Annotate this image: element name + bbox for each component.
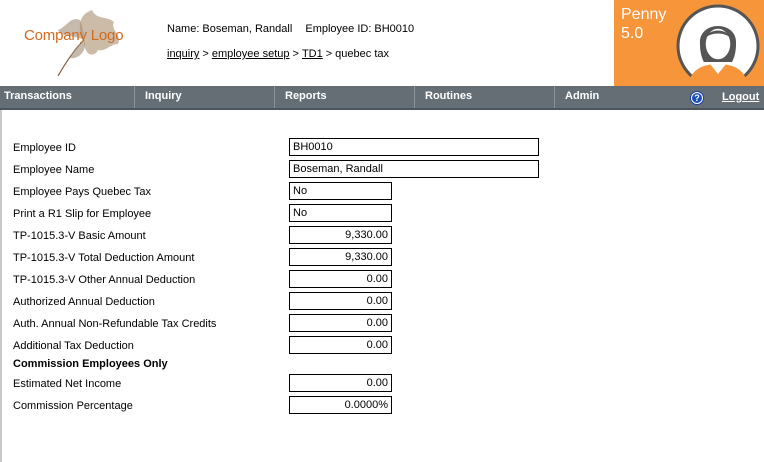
field-label: Print a R1 Slip for Employee bbox=[13, 208, 152, 220]
nav-routines[interactable]: Routines bbox=[414, 86, 554, 108]
employee-id: BH0010 bbox=[374, 23, 415, 35]
breadcrumb-separator: > bbox=[202, 48, 209, 60]
product-title bbox=[621, 5, 666, 43]
header bbox=[0, 0, 764, 86]
commission-section-title: Commission Employees Only bbox=[13, 358, 168, 370]
employee-id-field: BH0010 bbox=[289, 138, 539, 156]
non-refundable-tax-credits-field: 0.00 bbox=[289, 314, 392, 332]
avatar-icon bbox=[672, 0, 764, 86]
field-label: Commission Percentage bbox=[13, 400, 133, 412]
field-label: Estimated Net Income bbox=[13, 378, 122, 390]
field-label: Auth. Annual Non-Refundable Tax Credits bbox=[13, 318, 217, 330]
breadcrumb-separator: > bbox=[292, 48, 299, 60]
pays-quebec-tax-field: No bbox=[289, 182, 392, 200]
commission-percentage-field: 0.0000% bbox=[289, 396, 392, 414]
field-label: Employee Name bbox=[13, 164, 95, 176]
left-border bbox=[0, 110, 2, 462]
product-version: 5.0 bbox=[621, 25, 644, 42]
main-nav bbox=[0, 86, 764, 110]
field-label: Authorized Annual Deduction bbox=[13, 296, 155, 308]
authorized-annual-deduction-field: 0.00 bbox=[289, 292, 392, 310]
field-label: Employee ID bbox=[13, 142, 76, 154]
employee-name: Boseman, Randall bbox=[202, 23, 293, 35]
nav-admin[interactable]: Admin bbox=[554, 86, 684, 108]
other-annual-deduction-field: 0.00 bbox=[289, 270, 392, 288]
field-label: TP-1015.3-V Total Deduction Amount bbox=[13, 252, 195, 264]
basic-amount-field: 9,330.00 bbox=[289, 226, 392, 244]
breadcrumb-td1-link[interactable]: TD1 bbox=[301, 48, 323, 60]
employee-name-label: Name: bbox=[167, 23, 200, 35]
help-icon-glyph: ? bbox=[692, 93, 702, 103]
field-label: Additional Tax Deduction bbox=[13, 340, 134, 352]
total-deduction-amount-field: 9,330.00 bbox=[289, 248, 392, 266]
print-r1-slip-field: No bbox=[289, 204, 392, 222]
field-label: Employee Pays Quebec Tax bbox=[13, 186, 151, 198]
help-icon[interactable] bbox=[690, 91, 704, 105]
product-badge bbox=[614, 0, 764, 86]
employee-info bbox=[167, 23, 424, 35]
company-logo-text: Company Logo bbox=[24, 27, 124, 44]
nav-inquiry[interactable]: Inquiry bbox=[134, 86, 274, 108]
product-name: Penny bbox=[621, 6, 667, 23]
additional-tax-deduction-field: 0.00 bbox=[289, 336, 392, 354]
estimated-net-income-field: 0.00 bbox=[289, 374, 392, 392]
breadcrumb-current: quebec tax bbox=[335, 48, 389, 60]
field-label: TP-1015.3-V Other Annual Deduction bbox=[13, 274, 196, 286]
logout-link[interactable]: Logout bbox=[722, 91, 760, 103]
breadcrumb-separator: > bbox=[325, 48, 333, 60]
employee-id-label: Employee ID: bbox=[305, 23, 372, 35]
breadcrumb-inquiry-link[interactable]: inquiry bbox=[167, 48, 200, 60]
nav-transactions[interactable]: Transactions bbox=[4, 90, 72, 102]
employee-name-field: Boseman, Randall bbox=[289, 160, 539, 178]
breadcrumb bbox=[167, 48, 389, 60]
nav-reports[interactable]: Reports bbox=[274, 86, 414, 108]
field-label: TP-1015.3-V Basic Amount bbox=[13, 230, 146, 242]
breadcrumb-employee-setup-link[interactable]: employee setup bbox=[211, 48, 290, 60]
